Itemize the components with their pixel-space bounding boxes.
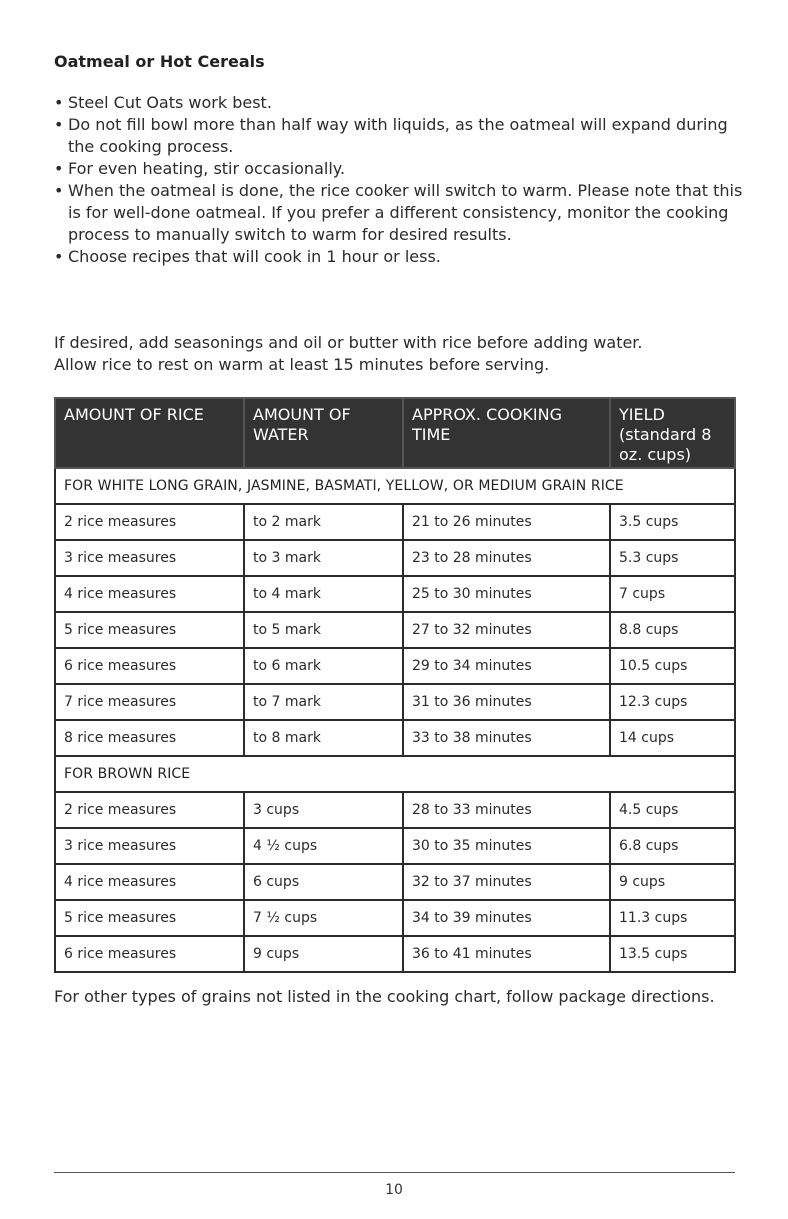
section-row [55,468,735,504]
water-amount-cell: 3 cups [244,792,403,828]
table-row [55,648,735,684]
water-amount-cell: 9 cups [244,936,403,972]
table-row [55,540,735,576]
header-yield: YIELD (standard 8 oz. cups) [610,398,735,468]
water-amount-cell: 6 cups [244,864,403,900]
intro-line: Allow rice to rest on warm at least 15 minutes before serving. [54,355,550,374]
table-header-row [55,398,735,468]
water-amount-cell: to 7 mark [244,684,403,720]
yield-cell: 9 cups [610,864,735,900]
rice-amount-cell: 3 rice measures [55,828,244,864]
tip-text: Choose recipes that will cook in 1 hour or less. [68,247,441,266]
bullet-icon: • [54,159,64,178]
water-amount-cell: 4 ½ cups [244,828,403,864]
table-row [55,864,735,900]
table-row [55,612,735,648]
cooking-time-cell: 25 to 30 minutes [403,576,610,612]
table-row [55,504,735,540]
section-title-cell: FOR WHITE LONG GRAIN, JASMINE, BASMATI, YELLOW, OR MEDIUM GRAIN RICE [55,468,735,504]
rice-amount-cell: 7 rice measures [55,684,244,720]
yield-cell: 6.8 cups [610,828,735,864]
water-amount-cell: to 6 mark [244,648,403,684]
section-row [55,756,735,792]
yield-cell: 3.5 cups [610,504,735,540]
yield-cell: 12.3 cups [610,684,735,720]
rice-amount-cell: 5 rice measures [55,900,244,936]
cooking-time-cell: 29 to 34 minutes [403,648,610,684]
yield-cell: 4.5 cups [610,792,735,828]
tip-item [54,180,744,246]
bullet-icon: • [54,181,64,200]
water-amount-cell: to 4 mark [244,576,403,612]
bullet-icon: • [54,115,64,134]
intro-line: If desired, add seasonings and oil or butter with rice before adding water. [54,333,643,352]
rice-amount-cell: 2 rice measures [55,504,244,540]
header-cooking-time: APPROX. COOKING TIME [403,398,610,468]
water-amount-cell: to 2 mark [244,504,403,540]
yield-cell: 11.3 cups [610,900,735,936]
cooking-time-cell: 31 to 36 minutes [403,684,610,720]
water-amount-cell: 7 ½ cups [244,900,403,936]
tip-item [54,246,744,268]
water-amount-cell: to 3 mark [244,540,403,576]
tip-item [54,92,744,114]
cooking-chart [54,397,736,973]
cooking-time-cell: 36 to 41 minutes [403,936,610,972]
page-number: 10 [385,1182,403,1198]
rice-amount-cell: 2 rice measures [55,792,244,828]
cooking-time-cell: 28 to 33 minutes [403,792,610,828]
cooking-time-cell: 30 to 35 minutes [403,828,610,864]
rice-amount-cell: 4 rice measures [55,576,244,612]
rice-amount-cell: 4 rice measures [55,864,244,900]
table-row [55,900,735,936]
header-amount-of-rice: AMOUNT OF RICE [55,398,244,468]
bullet-icon: • [54,247,64,266]
intro-text [54,332,744,376]
tip-text: For even heating, stir occasionally. [68,159,346,178]
bullet-icon: • [54,93,64,112]
tips-list [54,92,744,268]
yield-cell: 10.5 cups [610,648,735,684]
tip-item [54,114,744,158]
section-title-cell: FOR BROWN RICE [55,756,735,792]
water-amount-cell: to 8 mark [244,720,403,756]
rice-amount-cell: 8 rice measures [55,720,244,756]
section-title: Oatmeal or Hot Cereals [54,52,265,71]
yield-cell: 14 cups [610,720,735,756]
cooking-time-cell: 21 to 26 minutes [403,504,610,540]
table-row [55,792,735,828]
footer-divider [54,1172,735,1173]
table-row [55,828,735,864]
yield-cell: 13.5 cups [610,936,735,972]
cooking-time-cell: 32 to 37 minutes [403,864,610,900]
rice-amount-cell: 5 rice measures [55,612,244,648]
yield-cell: 7 cups [610,576,735,612]
table-row [55,576,735,612]
cooking-time-cell: 33 to 38 minutes [403,720,610,756]
table-body [55,468,735,972]
cooking-time-cell: 34 to 39 minutes [403,900,610,936]
yield-cell: 8.8 cups [610,612,735,648]
rice-amount-cell: 6 rice measures [55,936,244,972]
rice-amount-cell: 3 rice measures [55,540,244,576]
tip-item [54,158,744,180]
tip-text: Steel Cut Oats work best. [68,93,272,112]
table-row [55,684,735,720]
table-row [55,936,735,972]
tip-text: When the oatmeal is done, the rice cooker will switch to warm. Please note that this is for well-done oatmeal. If you prefer a different consistency, monitor the cooking process to manually switch to warm for desired results. [68,181,743,244]
yield-cell: 5.3 cups [610,540,735,576]
table-row [55,720,735,756]
cooking-time-cell: 23 to 28 minutes [403,540,610,576]
cooking-time-cell: 27 to 32 minutes [403,612,610,648]
water-amount-cell: to 5 mark [244,612,403,648]
outro-text: For other types of grains not listed in the cooking chart, follow package directions. [54,987,715,1006]
tip-text: Do not fill bowl more than half way with liquids, as the oatmeal will expand during the cooking process. [68,115,728,156]
rice-amount-cell: 6 rice measures [55,648,244,684]
header-amount-of-water: AMOUNT OF WATER [244,398,403,468]
